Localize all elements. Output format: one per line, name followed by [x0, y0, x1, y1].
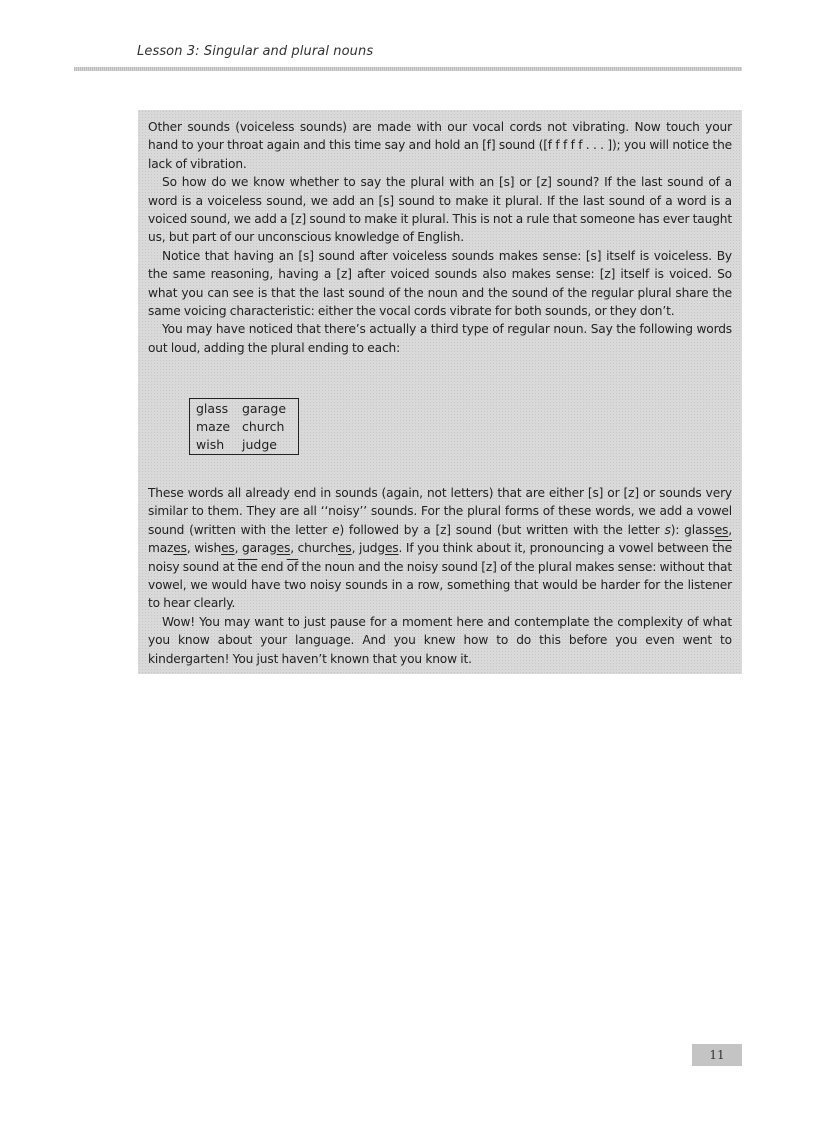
plural-example: wishes — [194, 541, 235, 556]
italic-letter: e — [332, 522, 340, 537]
text-run: These words all already end in sounds (again, not letters) that are either [s] or [z] or sounds very similar to them. They are all ‘‘noisy’’ sounds. For the plural forms of these words, we add a vowel sound (written with the letter — [148, 486, 732, 537]
overlined-word: $\overline{the}$ — [237, 559, 258, 574]
word-cell: maze — [196, 419, 231, 435]
word-cell: judge — [242, 437, 277, 453]
word-cell: garage — [242, 401, 287, 416]
paragraph-2: So how do we know whether to say the plural with an [s] or [z] sound? If the last sound of a word is a voiceless sound, we add an [s] sound to make it plural. If the last sound of a word is a voiced sound, we add a [z] sound to make it plural. This is not a rule that someone has ever taught us, but part of our unconscious knowledge of English. — [148, 175, 732, 245]
plural-example: churches — [297, 541, 352, 556]
word-table-row — [196, 400, 298, 418]
body-text-top — [148, 118, 732, 357]
text-run: . If you think about it, pronouncing a vowel between — [398, 541, 713, 556]
plural-example: glasses — [684, 522, 729, 537]
word-cell: church — [242, 419, 285, 435]
plural-example: mazes — [148, 541, 187, 556]
italic-letter: s — [664, 522, 671, 537]
text-run: ) followed by a [z] sound (but written with the letter — [339, 522, 665, 537]
word-table-row — [196, 418, 298, 436]
text-run: ): — [670, 522, 685, 537]
text-run: the noun and the noisy sound [z] of the plural makes sense: without that vowel, we would have two noisy sounds in a row, something that would be harder for the listener to hear clearly. — [148, 559, 732, 611]
plural-example: garages — [242, 541, 291, 556]
body-text-bottom — [148, 484, 732, 668]
paragraph-6: Wow! You may want to just pause for a moment here and contemplate the complexity of what you know about your language. And you knew how to do this before you even went to kindergarten! You just haven’t known that you know it. — [148, 614, 732, 666]
word-cell: glass — [196, 401, 229, 416]
header-rule — [74, 67, 742, 71]
paragraph-3: Notice that having an [s] sound after voiceless sounds makes sense: [s] itself is voiceless. By the same reasoning, having a [z] after voiced sounds also makes sense: [z] itself is voiced. So what you can see is that the last sound of the noun and the sound of the regular plural share the same voicing characteristic: either the vocal cords vibrate for both sounds, or they don’t. — [148, 248, 732, 319]
paragraph-4: You may have noticed that there’s actually a third type of regular noun. Say the following words out loud, adding the plural ending to each: — [148, 322, 732, 355]
plural-example: judges — [358, 541, 399, 556]
text-run: noisy sound at — [148, 559, 238, 574]
paragraph-5: These words all already end in sounds (again, not letters) that are either [s] or [z] or sounds very similar to them. They are all ‘‘noisy’’ sounds. For the plural forms of these words, we add a vowel sound (written with the letter e) followed by a [z] sound (but written with the letter s): glasses, mazes, wishes, garages, churches, judges. If you think about it, pronouncing a vowel between $\overline{the}$ noisy sound at $\overline{the}$ end $\overline{of}$ the noun and the noisy sound [z] of the plural makes sense: without that vowel, we would have two noisy sounds in a row, something that would be harder for the listener to hear clearly. — [148, 486, 732, 611]
overlined-word: $\overline{of}$ — [286, 559, 299, 574]
text-run: end — [257, 559, 287, 574]
word-cell: wish — [196, 437, 225, 453]
word-table-row — [196, 436, 298, 454]
paragraph-1: Other sounds (voiceless sounds) are made with our vocal cords not vibrating. Now touch your hand to your throat again and this time say and hold an [f] sound ([f f f f f . . . ]); you will notice the lack of vibration. — [148, 120, 732, 171]
running-header: Lesson 3: Singular and plural nouns — [137, 44, 374, 59]
overlined-word: $\overline{the}$ — [712, 541, 732, 556]
page-number: 11 — [692, 1044, 742, 1066]
word-table — [189, 398, 299, 455]
